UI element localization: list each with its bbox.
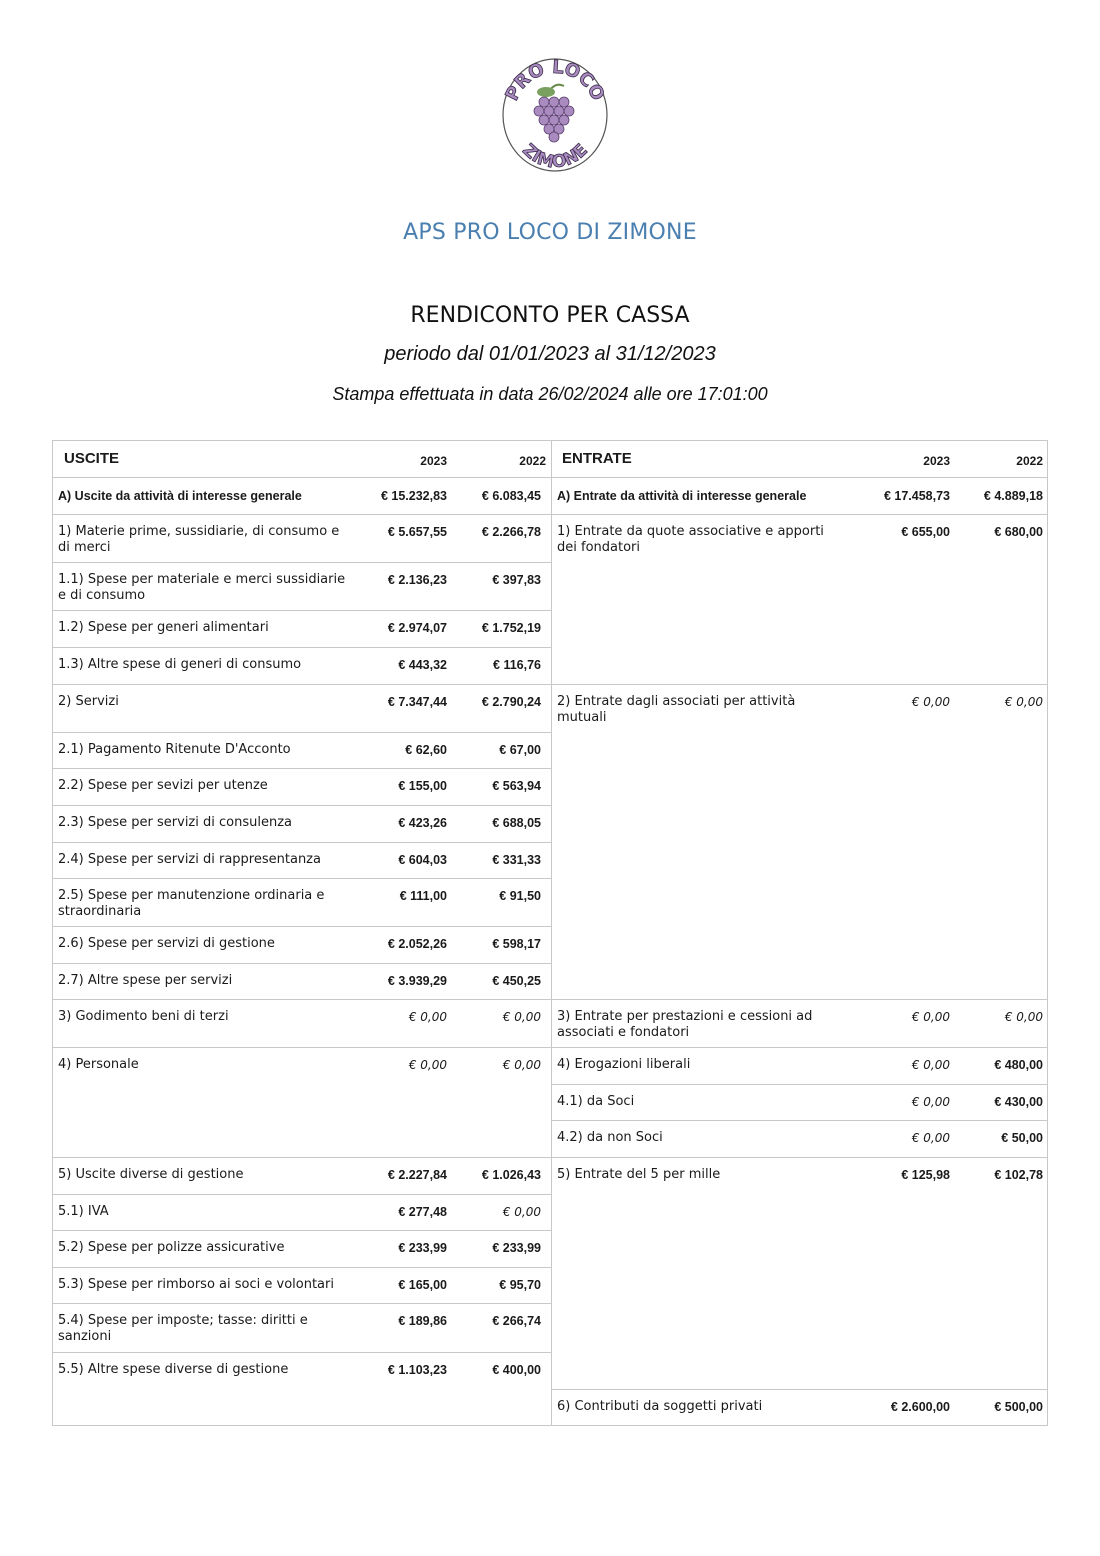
row-label: 1.2) Spese per generi alimentari <box>58 620 269 635</box>
row-value-2023: € 2.136,23 <box>387 573 447 587</box>
row-value-2023: € 2.600,00 <box>890 1400 950 1414</box>
table-row <box>53 611 551 648</box>
entrate-year-2023: 2023 <box>923 454 950 468</box>
row-value-2023: € 0,00 <box>911 1058 950 1072</box>
row-label: 4.1) da Soci <box>557 1094 635 1109</box>
row-value-2022: € 0,00 <box>1004 1010 1043 1024</box>
table-row <box>53 964 551 1000</box>
row-value-2022: € 480,00 <box>994 1058 1043 1072</box>
uscite-year-2023: 2023 <box>420 454 447 468</box>
svg-text:ZIMONE: ZIMONE <box>518 140 592 173</box>
row-value-2022: € 50,00 <box>1001 1131 1043 1145</box>
table-row <box>552 1390 1048 1425</box>
svg-text:PRO LOCO: PRO LOCO <box>501 56 609 105</box>
row-label: 2.3) Spese per servizi di consulenza <box>58 815 292 830</box>
row-value-2022: € 500,00 <box>994 1400 1043 1414</box>
row-value-2022: € 2.266,78 <box>481 525 541 539</box>
uscite-section-2022: € 6.083,45 <box>481 489 541 503</box>
entrate-section-row <box>552 478 1048 515</box>
table-row <box>53 1353 551 1425</box>
entrate-header-row <box>552 441 1048 478</box>
row-value-2023: € 423,26 <box>398 816 447 830</box>
table-row <box>53 806 551 843</box>
entrate-column <box>551 441 1048 1425</box>
row-label: 3) Godimento beni di terzi <box>58 1009 229 1024</box>
entrate-section-label: A) Entrate da attività di interesse generale <box>557 489 807 503</box>
table-row <box>53 927 551 964</box>
row-value-2022: € 0,00 <box>502 1205 541 1219</box>
row-value-2022: € 688,05 <box>492 816 541 830</box>
row-value-2022: € 430,00 <box>994 1095 1043 1109</box>
row-value-2022: € 400,00 <box>492 1363 541 1377</box>
table-row <box>53 1231 551 1268</box>
table-row <box>53 563 551 611</box>
row-value-2023: € 3.939,29 <box>387 974 447 988</box>
row-value-2022: € 598,17 <box>492 937 541 951</box>
row-label: 2.7) Altre spese per servizi <box>58 973 233 988</box>
row-label: 1.1) Spese per materiale e merci sussidiarie e di consumo <box>58 572 346 603</box>
table-row <box>53 1000 551 1048</box>
row-value-2023: € 125,98 <box>901 1168 950 1182</box>
table-row <box>53 843 551 879</box>
table-row <box>53 685 551 733</box>
table-row <box>53 1048 551 1158</box>
row-label: 6) Contributi da soggetti privati <box>557 1399 763 1414</box>
row-value-2023: € 155,00 <box>398 779 447 793</box>
row-label: 5.1) IVA <box>58 1204 109 1219</box>
row-label: 2.5) Spese per manutenzione ordinaria e straordinaria <box>58 888 325 919</box>
uscite-section-label: A) Uscite da attività di interesse generale <box>58 489 302 503</box>
row-label: 2) Entrate dagli associati per attività mutuali <box>557 694 796 725</box>
row-label: 3) Entrate per prestazioni e cessioni ad associati e fondatori <box>557 1009 813 1040</box>
row-value-2023: € 233,99 <box>398 1241 447 1255</box>
table-row <box>53 1268 551 1304</box>
row-label: 2.6) Spese per servizi di gestione <box>58 936 275 951</box>
row-value-2023: € 655,00 <box>901 525 950 539</box>
document-title: RENDICONTO PER CASSA <box>410 303 690 328</box>
row-value-2023: € 1.103,23 <box>387 1363 447 1377</box>
row-label: 4) Erogazioni liberali <box>557 1057 691 1072</box>
table-row <box>552 1000 1048 1048</box>
print-timestamp: Stampa effettuata in data 26/02/2024 alle ore 17:01:00 <box>332 384 768 404</box>
entrate-section-2023: € 17.458,73 <box>883 489 950 503</box>
row-value-2022: € 1.026,43 <box>481 1168 541 1182</box>
row-value-2022: € 266,74 <box>492 1314 541 1328</box>
row-value-2023: € 2.227,84 <box>387 1168 447 1182</box>
row-value-2022: € 0,00 <box>502 1010 541 1024</box>
row-value-2022: € 233,99 <box>492 1241 541 1255</box>
pro-loco-logo <box>500 56 610 174</box>
row-value-2022: € 450,25 <box>492 974 541 988</box>
table-row <box>552 685 1048 1000</box>
uscite-section-row <box>53 478 551 515</box>
row-value-2023: € 5.657,55 <box>387 525 447 539</box>
table-row <box>552 1121 1048 1158</box>
row-value-2023: € 2.974,07 <box>387 621 447 635</box>
row-value-2023: € 443,32 <box>398 658 447 672</box>
row-value-2023: € 0,00 <box>911 1131 950 1145</box>
table-row <box>552 1085 1048 1121</box>
row-value-2022: € 67,00 <box>499 743 541 757</box>
row-label: 5.2) Spese per polizze assicurative <box>58 1240 285 1255</box>
uscite-section-2023: € 15.232,83 <box>380 489 447 503</box>
row-label: 5.5) Altre spese diverse di gestione <box>58 1362 289 1377</box>
row-value-2023: € 189,86 <box>398 1314 447 1328</box>
row-value-2023: € 165,00 <box>398 1278 447 1292</box>
entrate-section-2022: € 4.889,18 <box>983 489 1043 503</box>
row-value-2022: € 1.752,19 <box>481 621 541 635</box>
row-label: 2) Servizi <box>58 694 119 709</box>
row-value-2023: € 7.347,44 <box>387 695 447 709</box>
row-label: 5.4) Spese per imposte; tasse: diritti e sanzioni <box>58 1313 308 1344</box>
row-label: 5) Entrate del 5 per mille <box>557 1167 721 1182</box>
table-row <box>53 879 551 927</box>
row-value-2022: € 680,00 <box>994 525 1043 539</box>
row-value-2023: € 0,00 <box>408 1058 447 1072</box>
report-period: periodo dal 01/01/2023 al 31/12/2023 <box>384 343 716 365</box>
table-row <box>53 769 551 806</box>
row-label: 4.2) da non Soci <box>557 1130 663 1145</box>
table-row <box>53 1304 551 1353</box>
row-value-2022: € 95,70 <box>499 1278 541 1292</box>
row-value-2023: € 0,00 <box>911 1095 950 1109</box>
table-row <box>552 1048 1048 1085</box>
uscite-year-2022: 2022 <box>519 454 546 468</box>
row-label: 1) Materie prime, sussidiarie, di consumo e di merci <box>58 524 340 555</box>
row-label: 5) Uscite diverse di gestione <box>58 1167 244 1182</box>
row-label: 2.2) Spese per sevizi per utenze <box>58 778 268 793</box>
row-value-2022: € 0,00 <box>1004 695 1043 709</box>
row-value-2022: € 2.790,24 <box>481 695 541 709</box>
entrate-year-2022: 2022 <box>1016 454 1043 468</box>
row-value-2023: € 277,48 <box>398 1205 447 1219</box>
row-value-2022: € 102,78 <box>994 1168 1043 1182</box>
table-row <box>53 648 551 685</box>
table-row <box>53 733 551 769</box>
row-label: 4) Personale <box>58 1057 139 1072</box>
row-value-2022: € 91,50 <box>499 889 541 903</box>
organization-name: APS PRO LOCO DI ZIMONE <box>403 220 697 245</box>
row-value-2023: € 111,00 <box>399 889 447 903</box>
table-row <box>53 1195 551 1231</box>
row-value-2023: € 2.052,26 <box>387 937 447 951</box>
row-value-2022: € 116,76 <box>493 658 541 672</box>
uscite-header-row <box>53 441 551 478</box>
table-row <box>552 1158 1048 1390</box>
row-value-2022: € 563,94 <box>492 779 541 793</box>
row-value-2022: € 331,33 <box>492 853 541 867</box>
table-row <box>53 1158 551 1195</box>
row-value-2023: € 0,00 <box>911 695 950 709</box>
row-value-2022: € 0,00 <box>502 1058 541 1072</box>
row-value-2023: € 604,03 <box>398 853 447 867</box>
row-label: 2.1) Pagamento Ritenute D'Acconto <box>58 742 291 757</box>
row-label: 2.4) Spese per servizi di rappresentanza <box>58 852 321 867</box>
table-row <box>53 515 551 563</box>
row-value-2023: € 0,00 <box>408 1010 447 1024</box>
row-value-2022: € 397,83 <box>492 573 541 587</box>
entrate-title: ENTRATE <box>562 450 632 467</box>
row-value-2023: € 0,00 <box>911 1010 950 1024</box>
row-value-2023: € 62,60 <box>405 743 447 757</box>
cash-statement-table <box>52 440 1048 1426</box>
row-label: 1.3) Altre spese di generi di consumo <box>58 657 302 672</box>
table-row <box>552 515 1048 685</box>
row-label: 5.3) Spese per rimborso ai soci e volontari <box>58 1277 334 1292</box>
row-label: 1) Entrate da quote associative e apporti dei fondatori <box>557 524 824 555</box>
uscite-title: USCITE <box>64 450 120 467</box>
